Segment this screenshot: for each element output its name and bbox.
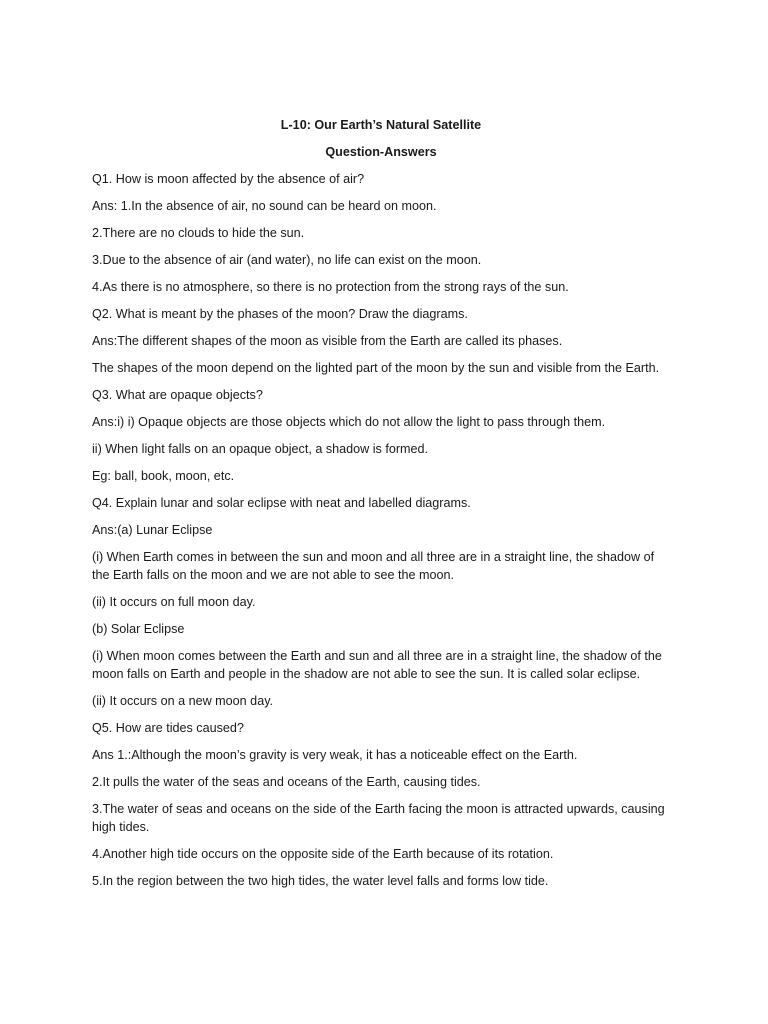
answer-2-part-1: Ans:The different shapes of the moon as visible from the Earth are called its phases.	[92, 334, 563, 348]
answer-5-point-2: 2.It pulls the water of the seas and oceans of the Earth, causing tides.	[92, 775, 481, 789]
answer-3-example: Eg: ball, book, moon, etc.	[92, 469, 235, 483]
question-3: Q3. What are opaque objects?	[92, 388, 263, 402]
document-page	[92, 116, 670, 899]
question-4: Q4. Explain lunar and solar eclipse with neat and labelled diagrams.	[92, 496, 471, 510]
question-5: Q5. How are tides caused?	[92, 721, 244, 735]
answer-1-point-1: Ans: 1.In the absence of air, no sound can be heard on moon.	[92, 199, 437, 213]
answer-1-point-3: 3.Due to the absence of air (and water), no life can exist on the moon.	[92, 253, 482, 267]
answer-1-point-2: 2.There are no clouds to hide the sun.	[92, 226, 305, 240]
answer-5-point-1: Ans 1.:Although the moon’s gravity is very weak, it has a noticeable effect on the Earth.	[92, 748, 578, 762]
answer-2-part-2: The shapes of the moon depend on the lighted part of the moon by the sun and visible from the Earth.	[92, 361, 660, 375]
answer-5-point-3: 3.The water of seas and oceans on the side of the Earth facing the moon is attracted upwards, causing high tides.	[92, 802, 665, 834]
answer-4-lunar-point-1: (i) When Earth comes in between the sun and moon and all three are in a straight line, the shadow of the Earth falls on the moon and we are not able to see the moon.	[92, 550, 655, 582]
document-title: L-10: Our Earth’s Natural Satellite	[280, 118, 482, 132]
answer-3-part-2: ii) When light falls on an opaque object, a shadow is formed.	[92, 442, 429, 456]
answer-1-point-4: 4.As there is no atmosphere, so there is no protection from the strong rays of the sun.	[92, 280, 569, 294]
question-1: Q1. How is moon affected by the absence of air?	[92, 172, 365, 186]
answer-5-point-4: 4.Another high tide occurs on the opposite side of the Earth because of its rotation.	[92, 847, 554, 861]
answer-4-solar-point-1: (i) When moon comes between the Earth and sun and all three are in a straight line, the shadow of the moon falls on Earth and people in the shadow are not able to see the sun. It is called solar eclipse.	[92, 649, 662, 681]
answer-4-lunar-point-2: (ii) It occurs on full moon day.	[92, 595, 256, 609]
answer-4-solar-point-2: (ii) It occurs on a new moon day.	[92, 694, 274, 708]
document-subtitle: Question-Answers	[325, 145, 437, 159]
answer-4-lunar-heading: Ans:(a) Lunar Eclipse	[92, 523, 213, 537]
answer-4-solar-heading: (b) Solar Eclipse	[92, 622, 185, 636]
answer-3-part-1: Ans:i) i) Opaque objects are those objects which do not allow the light to pass through them.	[92, 415, 606, 429]
question-2: Q2. What is meant by the phases of the moon? Draw the diagrams.	[92, 307, 468, 321]
answer-5-point-5: 5.In the region between the two high tides, the water level falls and forms low tide.	[92, 874, 549, 888]
